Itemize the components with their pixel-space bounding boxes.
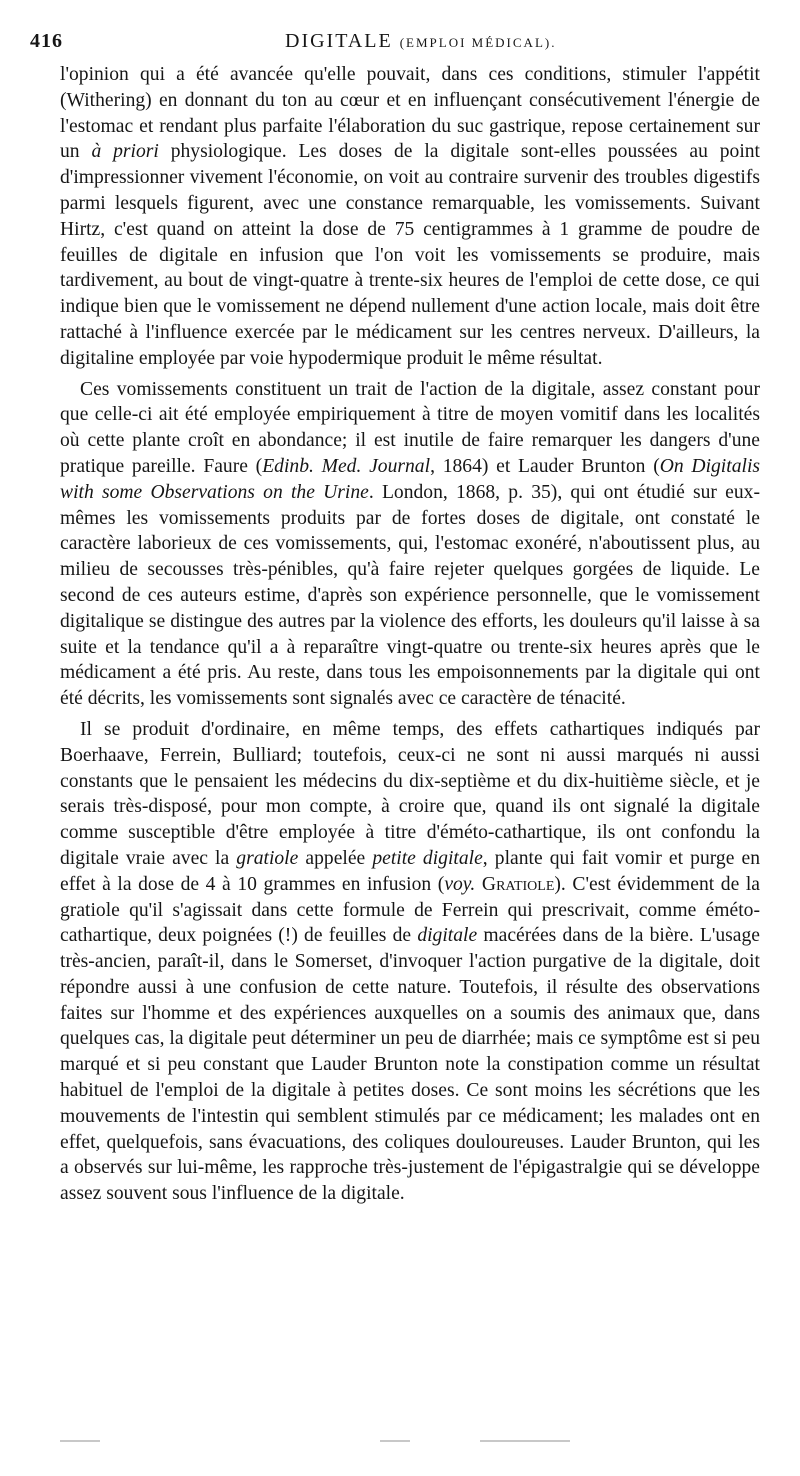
italic-run: Edinb. Med. Journal [262,455,431,477]
italic-run: On Digitalis with some Observations on the Urine [60,455,761,503]
running-head-subtitle: (EMPLOI MÉDICAL). [399,35,557,50]
paragraph [60,717,760,1207]
italic-run: petite digitale [372,847,483,869]
text-run: l'opinion qui a été avancée qu'elle pouvait, dans ces conditions, stimuler l'appétit (Withering) en donnant du ton au cœur et en influençant consécutivement l'énergie de l'estomac et rendant plus parfaite l'élaboration du suc gastrique, repose certainement sur un [60,64,760,163]
text-run: ). C'est évidemment de la gratiole qu'il s'agissait dans cette formule de Ferrein qui prescrivait, comme éméto-cathartique, deux poignées (!) de feuilles de [60,873,760,947]
italic-run: à priori [91,141,159,163]
paragraph [60,62,760,372]
running-head [285,30,556,53]
italic-run: digitale [417,925,478,947]
page-footer-smudge [60,1436,760,1446]
text-run [475,874,482,895]
article-body [60,62,760,1212]
running-head-title: DIGITALE [285,30,393,52]
text-run: Ces vomissements constituent un trait de l'action de la digitale, assez constant pour que celle-ci ait été employée empiriquement à titre de moyen vomitif dans les localités où cette plante croît en abondance; il est inutile de faire remarquer les dangers d'une pratique pareille. Faure ( [60,378,760,477]
text-run: . London, 1868, p. 35), qui ont étudié sur eux-mêmes les vomissements produits par de fortes doses de digitale, ont constaté le caractère laborieux de ces vomissements, qui, l'estomac exonéré, n'aboutissent plus, au milieu de secousses très-pénibles, qu'à faire rejeter quelques gorgées de liquide. Le second de ces auteurs estime, d'après son expérience personnelle, que le vomissement digitalique se distingue des autres par la violence des efforts, les douleurs qu'il laisse à sa suite et la tendance qu'il a à reparaître vingt-quatre ou trente-six heures après que le médicament a été pris. Au reste, dans tous les empoisonnements par la digitale qui ont été décrits, les vomissements sont signalés avec ce caractère de ténacité. [60,481,760,710]
small-caps-run: Gratiole [481,873,555,895]
text-run: , plante qui fait vomir et purge en effet à la dose de 4 à 10 grammes en infusion ( [60,847,760,895]
text-run: Il se produit d'ordinaire, en même temps, des effets cathartiques indiqués par Boerhaave, Ferrein, Bulliard; toutefois, ceux-ci ne sont ni aussi marqués ni aussi constants que le pensaient les médecins du dix-septième et du dix-huitième siècle, et je serais très-disposé, pour mon compte, à croire que, quand ils ont signalé la digitale comme susceptible d'être employée à titre d'éméto-cathartique, ils ont confondu la digitale vraie avec la [60,718,760,869]
italic-run: gratiole [236,847,299,869]
footer-mark [380,1440,410,1442]
text-run: , 1864) et Lauder Brunton ( [430,455,660,477]
text-run: macérées dans de la bière. L'usage très-ancien, paraît-il, dans le Somerset, d'invoquer l'action purgative de la digitale, doit répondre aussi à une confusion de cette nature. Toutefois, il résulte des observations faites sur l'homme et des expériences auxquelles on a soumis des animaux que, dans quelques cas, la digitale peut déterminer un peu de diarrhée; mais ce symptôme est si peu marqué et si peu constant que Lauder Brunton note la constipation comme un résultat habituel de l'emploi de la digitale à petites doses. Ce sont moins les sécrétions que les mouvements de l'intestin qui semblent stimulés par ce médicament; les malades ont en effet, quelquefois, sans évacuations, des coliques douloureuses. Lauder Brunton, qui les a observés sur lui-même, les rapproche très-justement de l'épigastralgie qui se développe assez souvent sous l'influence de la digitale. [60,925,760,1205]
italic-run: voy. [444,873,476,895]
text-run: appelée [298,847,373,869]
footer-mark [60,1440,100,1442]
page-header [30,30,765,56]
page-number: 416 [30,30,63,52]
footer-mark [480,1440,570,1442]
paragraph [60,377,760,712]
text-run: physiologique. Les doses de la digitale sont-elles poussées au point d'impressionner vivement l'économie, on voit au contraire survenir des troubles digestifs parmi lesquels figurent, avec une constance remarquable, les vomissements. Suivant Hirtz, c'est quand on atteint la dose de 75 centigrammes à 1 gramme de poudre de feuilles de digitale en infusion que l'on voit les vomissements se produire, mais tardivement, au bout de vingt-quatre à trente-six heures de l'emploi de cette dose, ce qui indique bien que le vomissement ne dépend nullement d'une action locale, mais doit être rattaché à l'influence exercée par le médicament sur les centres nerveux. D'ailleurs, la digitaline employée par voie hypodermique produit le même résultat. [60,141,760,369]
